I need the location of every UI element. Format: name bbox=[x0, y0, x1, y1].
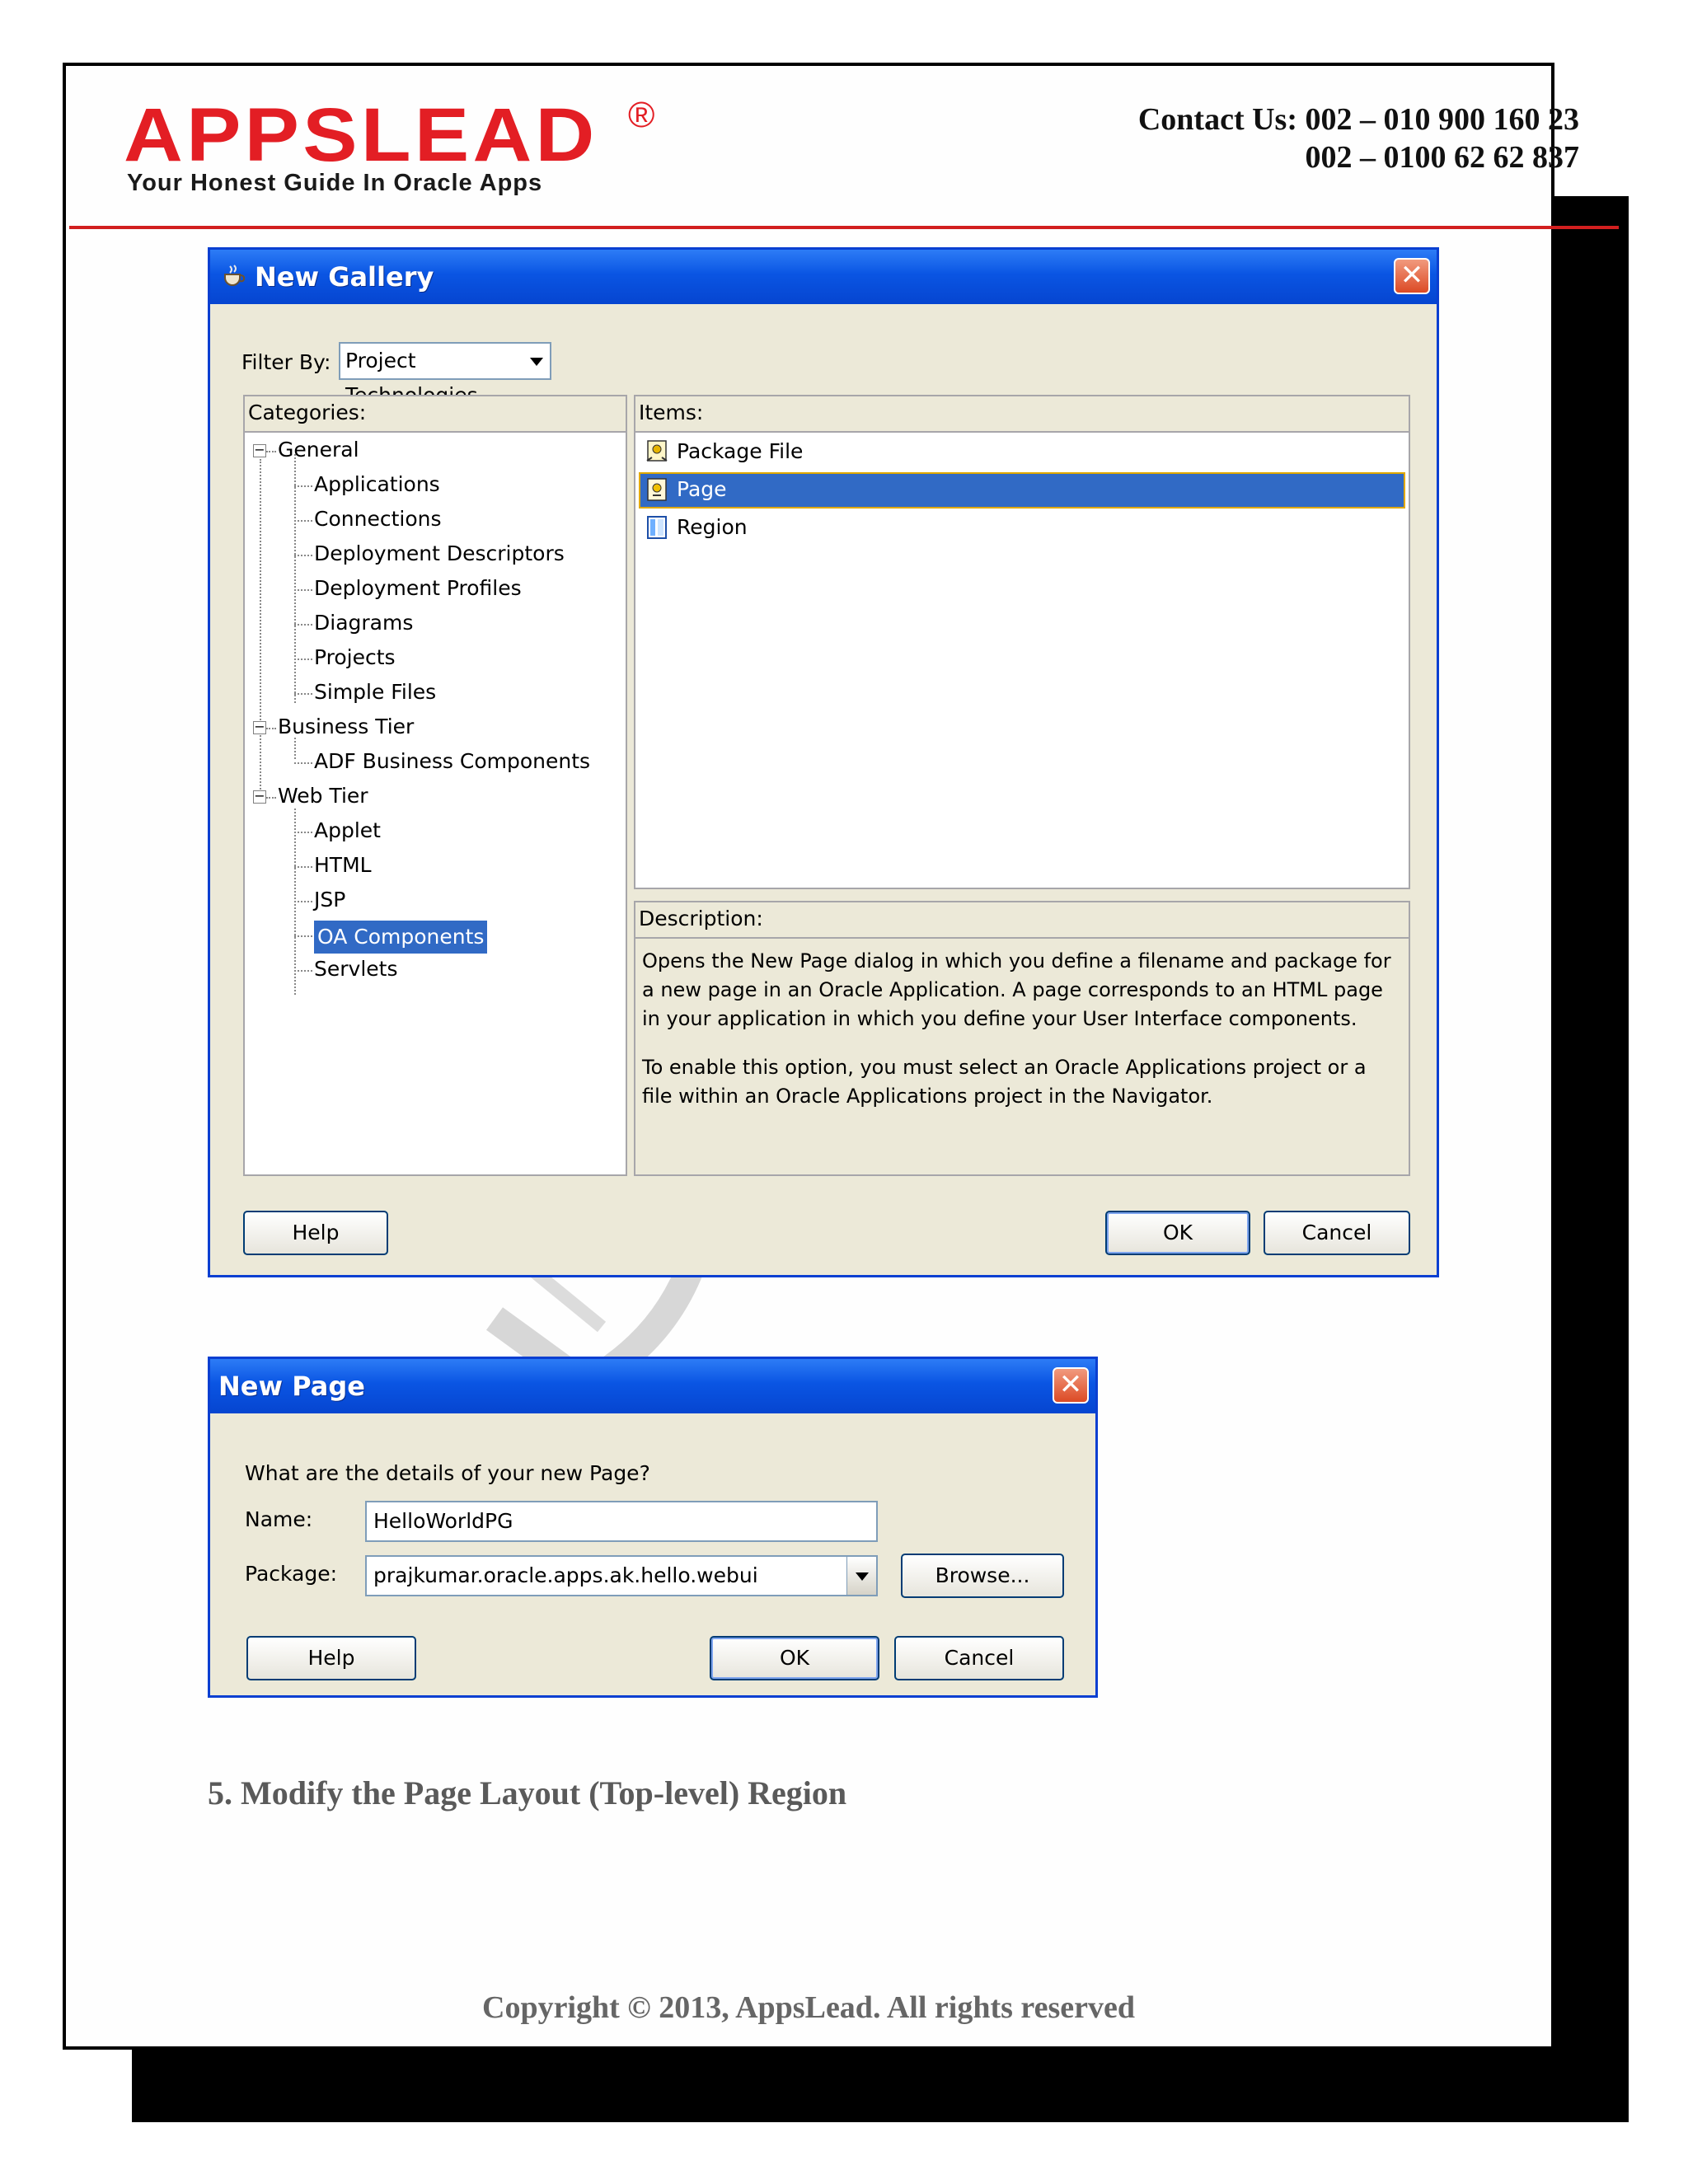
help-button[interactable]: Help bbox=[243, 1211, 388, 1255]
item-label: Page bbox=[677, 477, 727, 501]
package-value: prajkumar.oracle.apps.ak.hello.webui bbox=[373, 1563, 758, 1587]
tree-node-adf-business-components[interactable]: ADF Business Components bbox=[314, 749, 591, 773]
tree-node-connections[interactable]: Connections bbox=[314, 507, 442, 531]
name-field[interactable]: HelloWorldPG bbox=[365, 1501, 878, 1542]
page-icon bbox=[645, 477, 668, 502]
combo-dropdown-button[interactable] bbox=[846, 1557, 876, 1595]
tree-node-deployment-profiles[interactable]: Deployment Profiles bbox=[314, 576, 522, 600]
filter-value: Project bbox=[345, 349, 416, 373]
page-shadow-bottom bbox=[132, 2050, 1629, 2122]
categories-pane[interactable] bbox=[243, 395, 627, 1176]
tree-connector bbox=[266, 451, 276, 452]
tree-connector bbox=[294, 485, 312, 487]
collapse-icon[interactable]: − bbox=[254, 788, 265, 804]
items-pane[interactable] bbox=[634, 395, 1410, 889]
section-heading: 5. Modify the Page Layout (Top-level) Region bbox=[208, 1774, 847, 1811]
tree-connector bbox=[294, 738, 296, 759]
tree-connector bbox=[294, 693, 312, 695]
description-header: Description: bbox=[635, 902, 1409, 939]
description-text bbox=[642, 947, 1394, 1131]
collapse-icon[interactable]: − bbox=[254, 719, 265, 734]
cancel-button[interactable]: Cancel bbox=[1264, 1211, 1410, 1255]
contact-info bbox=[1138, 101, 1579, 176]
item-region[interactable] bbox=[640, 512, 1404, 545]
new-page-prompt: What are the details of your new Page? bbox=[245, 1461, 650, 1485]
items-header: Items: bbox=[635, 396, 1409, 433]
dialog-title: New Gallery bbox=[255, 261, 434, 293]
page-shadow-right bbox=[1554, 196, 1629, 2122]
tree-node-applet[interactable]: Applet bbox=[314, 818, 381, 842]
ok-button[interactable]: OK bbox=[1105, 1211, 1250, 1255]
tree-node-deployment-descriptors[interactable]: Deployment Descriptors bbox=[314, 541, 565, 565]
tree-node-oa-components[interactable]: OA Components bbox=[314, 921, 487, 954]
chevron-down-icon bbox=[856, 1572, 869, 1581]
new-page-dialog bbox=[208, 1357, 1098, 1698]
tree-connector bbox=[294, 901, 312, 902]
filter-dropdown[interactable] bbox=[339, 342, 551, 380]
tree-node-general[interactable]: General bbox=[278, 438, 359, 462]
item-label: Package File bbox=[677, 439, 804, 463]
name-label: Name: bbox=[245, 1507, 313, 1531]
tree-connector bbox=[294, 935, 312, 937]
tree-connector bbox=[294, 624, 312, 626]
filter-label: Filter By: bbox=[241, 350, 331, 374]
tree-connector bbox=[294, 454, 296, 703]
close-icon[interactable]: ✕ bbox=[1053, 1367, 1089, 1404]
item-label: Region bbox=[677, 515, 748, 539]
header-rule bbox=[69, 226, 1619, 229]
logo-tagline: Your Honest Guide In Oracle Apps bbox=[127, 170, 543, 196]
dialog-title: New Page bbox=[218, 1371, 365, 1402]
tree-connector bbox=[294, 589, 312, 591]
item-page[interactable] bbox=[640, 474, 1404, 507]
ok-button[interactable]: OK bbox=[710, 1636, 879, 1680]
tree-connector bbox=[260, 459, 261, 799]
tree-connector bbox=[294, 520, 312, 522]
tree-node-html[interactable]: HTML bbox=[314, 853, 372, 877]
tree-node-diagrams[interactable]: Diagrams bbox=[314, 611, 414, 635]
tree-node-applications[interactable]: Applications bbox=[314, 472, 440, 496]
tree-node-business-tier[interactable]: Business Tier bbox=[278, 715, 415, 738]
browse-button[interactable]: Browse... bbox=[901, 1554, 1064, 1598]
contact-line-2: 002 – 0100 62 62 837 bbox=[1305, 140, 1579, 175]
item-package-file[interactable] bbox=[640, 436, 1404, 469]
tree-node-simple-files[interactable]: Simple Files bbox=[314, 680, 437, 704]
title-bar[interactable] bbox=[210, 1359, 1095, 1413]
package-file-icon bbox=[645, 439, 668, 464]
tree-connector bbox=[294, 658, 312, 660]
tree-connector bbox=[294, 832, 312, 833]
title-bar[interactable] bbox=[210, 250, 1437, 304]
cancel-button[interactable]: Cancel bbox=[894, 1636, 1064, 1680]
registered-mark: ® bbox=[628, 95, 655, 135]
close-icon[interactable]: ✕ bbox=[1394, 258, 1430, 294]
copyright-footer: Copyright © 2013, AppsLead. All rights reserved bbox=[482, 1990, 1135, 2025]
tree-node-jsp[interactable]: JSP bbox=[314, 888, 346, 912]
region-icon bbox=[645, 515, 668, 540]
description-paragraph-1: Opens the New Page dialog in which you define a filename and package for a new page in an Oracle Application. A page corresponds to an HTML page in your application in which you define your User Interface components. bbox=[642, 949, 1391, 1030]
tree-connector bbox=[294, 762, 312, 764]
tree-connector bbox=[266, 797, 276, 799]
logo-text: APPSLEAD bbox=[124, 93, 598, 177]
collapse-icon[interactable]: − bbox=[254, 442, 265, 457]
tree-node-web-tier[interactable]: Web Tier bbox=[278, 784, 368, 808]
tree-connector bbox=[266, 728, 276, 729]
gallery-app-icon bbox=[220, 263, 246, 289]
description-pane bbox=[634, 901, 1410, 1176]
tree-node-servlets[interactable]: Servlets bbox=[314, 957, 398, 981]
tree-connector bbox=[294, 970, 312, 972]
package-label: Package: bbox=[245, 1562, 338, 1586]
new-gallery-dialog bbox=[208, 247, 1439, 1277]
help-button[interactable]: Help bbox=[246, 1636, 416, 1680]
package-combo[interactable] bbox=[365, 1555, 878, 1596]
tree-node-projects[interactable]: Projects bbox=[314, 645, 396, 669]
tree-connector bbox=[294, 555, 312, 556]
dropdown-arrow-icon bbox=[530, 358, 543, 366]
categories-header: Categories: bbox=[245, 396, 626, 433]
description-paragraph-2: To enable this option, you must select an Oracle Applications project or a file within an Oracle Applications project in the Navigator. bbox=[642, 1056, 1367, 1108]
contact-line-1: Contact Us: 002 – 010 900 160 23 bbox=[1137, 102, 1579, 137]
tree-connector bbox=[294, 866, 312, 868]
